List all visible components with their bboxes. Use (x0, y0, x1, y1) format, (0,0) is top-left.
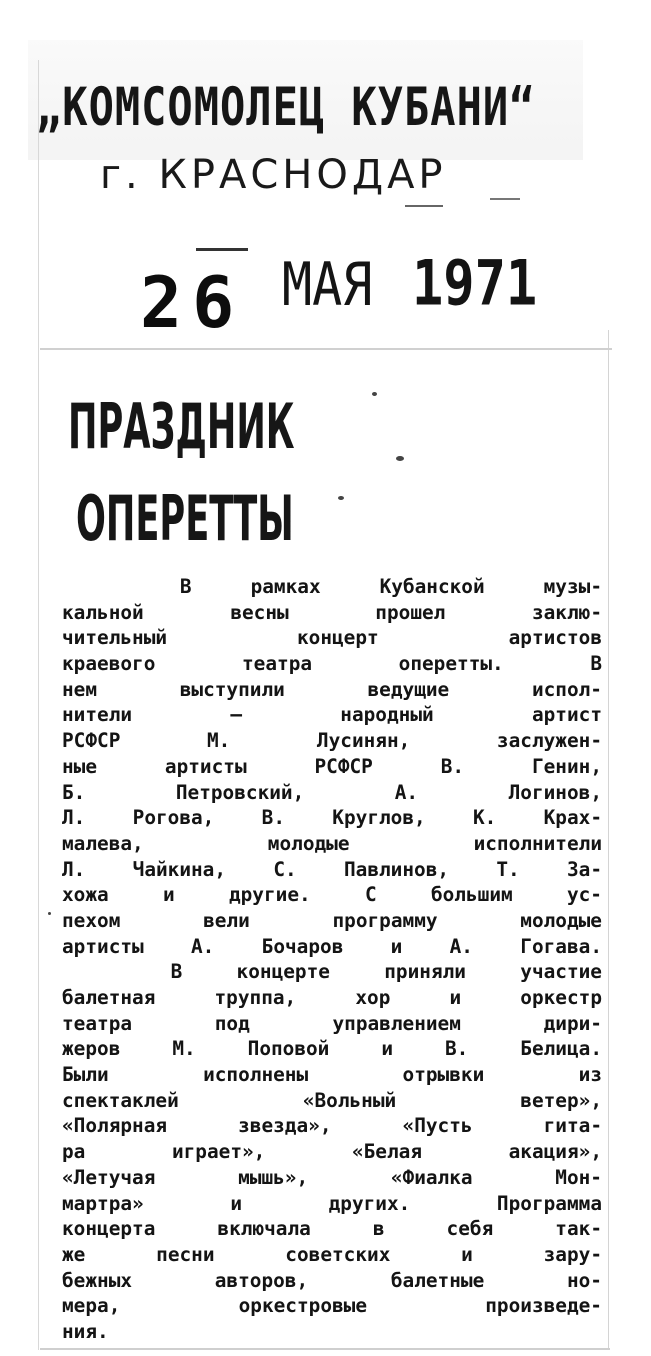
article-line: ные артисты РСФСР В. Генин, (62, 754, 602, 778)
article-body (62, 574, 602, 1345)
stamp-day: 26 (140, 262, 245, 344)
stamp-newspaper-name: „КОМСОМОЛЕЦ КУБАНИ“ (36, 76, 536, 138)
article-line: ра играет», «Белая акация», (62, 1140, 602, 1164)
article-line: малева, молодые исполнители (62, 831, 602, 855)
clipping-edge-bottom (40, 1348, 610, 1350)
article-headline-line-1: ПРАЗДНИК (68, 392, 295, 464)
article-line: бежных авторов, балетные но- (62, 1268, 602, 1292)
article-line: В рамках Кубанской музы- (62, 575, 602, 598)
article-line: «Полярная звезда», «Пусть гита- (62, 1114, 602, 1138)
stamp-year: 1971 (412, 248, 538, 320)
article-line: чительный концерт артистов (62, 626, 602, 650)
article-line: мера, оркестровые произведе- (62, 1294, 602, 1318)
stamp-month: МАЯ (282, 250, 373, 320)
article-line: Л. Рогова, В. Круглов, К. Крах- (62, 806, 602, 830)
article-line: же песни советских и зару- (62, 1242, 602, 1266)
print-speck (48, 912, 51, 915)
print-speck (396, 456, 404, 461)
stamp-mark (405, 205, 443, 207)
article-line: балетная труппа, хор и оркестр (62, 986, 602, 1009)
article-line: Были исполнены отрывки из (62, 1063, 602, 1087)
article-line: краевого театра оперетты. В (62, 652, 602, 676)
article-line: концерта включала в себя так- (62, 1217, 602, 1241)
article-line: «Летучая мышь», «Фиалка Мон- (62, 1165, 602, 1189)
article-line: ния. (62, 1319, 109, 1343)
article-line: спектаклей «Вольный ветер», (62, 1088, 602, 1112)
print-speck (338, 496, 344, 500)
article-line: пехом вели программу молодые (62, 908, 602, 932)
article-line: нители — народный артист (62, 703, 602, 727)
article-line: В концерте приняли участие (62, 960, 602, 984)
stamp-city: г. КРАСНОДАР (100, 152, 447, 198)
article-line: театра под управлением дири- (62, 1011, 602, 1035)
stamp-mark (196, 248, 248, 251)
article-headline-line-2: ОПЕРЕТТЫ (76, 484, 294, 556)
article-line: кальной весны прошел заклю- (62, 600, 602, 624)
print-speck (372, 392, 377, 396)
article-line: нем выступили ведущие испол- (62, 677, 602, 701)
article-line: Л. Чайкина, С. Павлинов, Т. За- (62, 857, 602, 881)
article-line: жеров М. Поповой и В. Белица. (62, 1037, 602, 1061)
article-line: хожа и другие. С большим ус- (62, 883, 602, 907)
article-line: РСФСР М. Лусинян, заслужен- (62, 729, 602, 753)
article-line: Б. Петровский, А. Логинов, (62, 780, 602, 804)
clipping-edge-right (608, 330, 609, 1350)
clipping-edge-left (38, 60, 39, 1350)
stamp-mark (490, 198, 520, 200)
article-line: артисты А. Бочаров и А. Гогава. (62, 934, 602, 958)
article-line: мартра» и других. Программа (62, 1191, 602, 1215)
stamp-divider (40, 348, 612, 350)
